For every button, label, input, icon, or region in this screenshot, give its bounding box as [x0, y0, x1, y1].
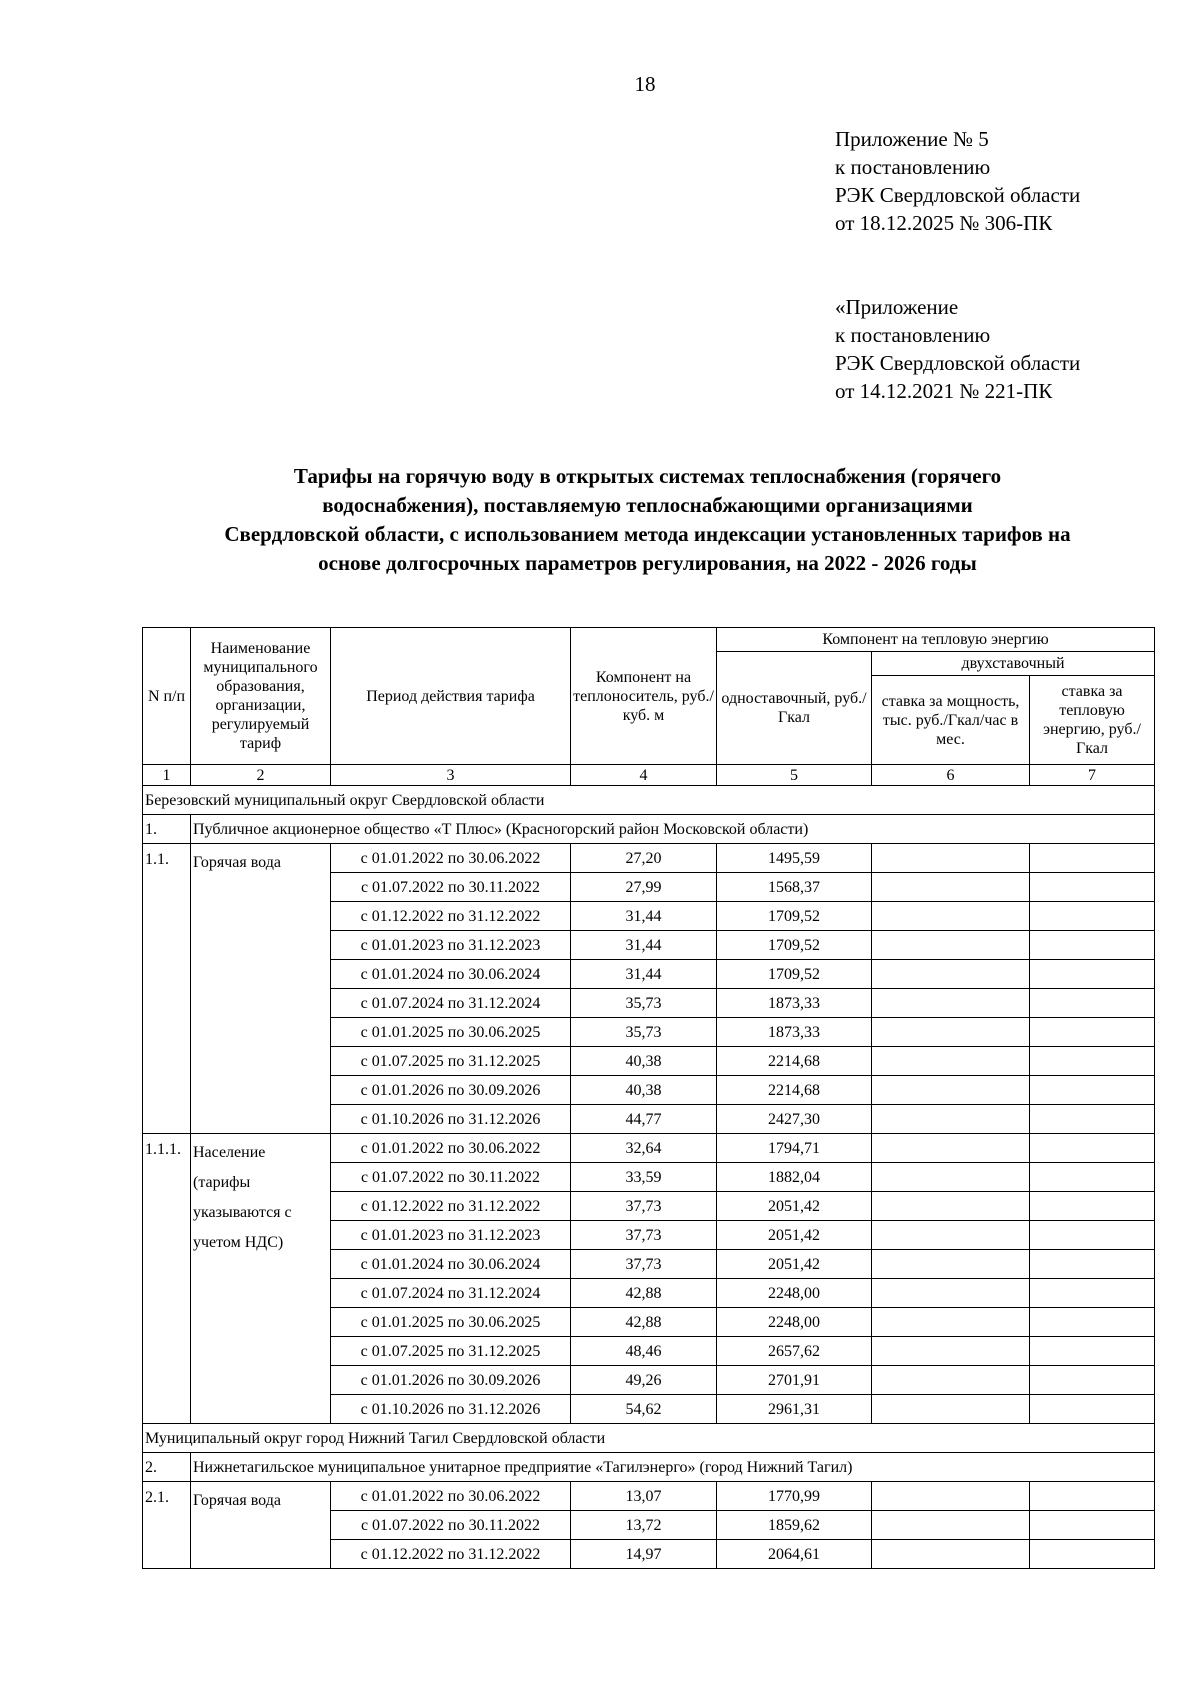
- one-rate-value: 1709,52: [717, 931, 872, 960]
- tariff-period: с 01.07.2024 по 31.12.2024: [331, 1279, 571, 1308]
- page-number: 18: [634, 72, 656, 96]
- capacity-rate-value: [872, 1337, 1030, 1366]
- item-number: 2.1.: [143, 1482, 191, 1569]
- appendix-line: «Приложение: [835, 295, 959, 319]
- carrier-component: 37,73: [571, 1221, 717, 1250]
- carrier-component: 27,20: [571, 844, 717, 873]
- appendix-block-original: [835, 293, 1080, 405]
- tariff-period: с 01.01.2023 по 31.12.2023: [331, 931, 571, 960]
- capacity-rate-value: [872, 1395, 1030, 1424]
- appendix-line: к постановлению: [835, 323, 991, 347]
- energy-rate-value: [1030, 1134, 1155, 1163]
- tariff-period: с 01.07.2022 по 30.11.2022: [331, 1511, 571, 1540]
- title-line: водоснабжения), поставляемую теплоснабжающими организациями: [322, 493, 973, 517]
- carrier-component: 40,38: [571, 1047, 717, 1076]
- one-rate-value: 1794,71: [717, 1134, 872, 1163]
- one-rate-value: 1709,52: [717, 960, 872, 989]
- tariff-label: [191, 1134, 331, 1424]
- tariff-period: с 01.01.2024 по 30.06.2024: [331, 960, 571, 989]
- column-number: 5: [717, 765, 872, 786]
- one-rate-value: 2248,00: [717, 1308, 872, 1337]
- one-rate-value: 2427,30: [717, 1105, 872, 1134]
- organization-name: Нижнетагильское муниципальное унитарное предприятие «Тагилэнерго» (город Нижний Тагил): [191, 1453, 1155, 1482]
- column-number-row: [143, 765, 1155, 786]
- column-number: 4: [571, 765, 717, 786]
- appendix-line: РЭК Свердловской области: [835, 183, 1081, 207]
- tariff-label-line: Население: [193, 1144, 266, 1161]
- one-rate-value: 1873,33: [717, 1018, 872, 1047]
- capacity-rate-value: [872, 989, 1030, 1018]
- header-capacity-rate: ставка за мощность, тыс. руб./Гкал/час в мес.: [872, 676, 1030, 765]
- energy-rate-value: [1030, 1221, 1155, 1250]
- capacity-rate-value: [872, 1134, 1030, 1163]
- carrier-component: 35,73: [571, 989, 717, 1018]
- tariff-period: с 01.01.2022 по 30.06.2022: [331, 1482, 571, 1511]
- capacity-rate-value: [872, 1076, 1030, 1105]
- one-rate-value: 2961,31: [717, 1395, 872, 1424]
- tariff-period: с 01.10.2026 по 31.12.2026: [331, 1395, 571, 1424]
- capacity-rate-value: [872, 1018, 1030, 1047]
- tariff-row: [143, 844, 1155, 873]
- tariff-label: Горячая вода: [191, 1482, 331, 1569]
- tariff-period: с 01.12.2022 по 31.12.2022: [331, 902, 571, 931]
- capacity-rate-value: [872, 902, 1030, 931]
- tariff-period: с 01.01.2023 по 31.12.2023: [331, 1221, 571, 1250]
- energy-rate-value: [1030, 1366, 1155, 1395]
- capacity-rate-value: [872, 1105, 1030, 1134]
- column-number: 3: [331, 765, 571, 786]
- capacity-rate-value: [872, 1250, 1030, 1279]
- tariff-row: [143, 1134, 1155, 1163]
- column-number: 1: [143, 765, 191, 786]
- appendix-line: Приложение № 5: [835, 127, 989, 151]
- municipality-row: [143, 1424, 1155, 1453]
- energy-rate-value: [1030, 1018, 1155, 1047]
- carrier-component: 40,38: [571, 1076, 717, 1105]
- carrier-component: 37,73: [571, 1250, 717, 1279]
- carrier-component: 44,77: [571, 1105, 717, 1134]
- capacity-rate-value: [872, 844, 1030, 873]
- carrier-component: 48,46: [571, 1337, 717, 1366]
- carrier-component: 35,73: [571, 1018, 717, 1047]
- one-rate-value: 1859,62: [717, 1511, 872, 1540]
- one-rate-value: 2064,61: [717, 1540, 872, 1569]
- appendix-block-current: [835, 125, 1080, 237]
- energy-rate-value: [1030, 1395, 1155, 1424]
- carrier-component: 33,59: [571, 1163, 717, 1192]
- capacity-rate-value: [872, 1540, 1030, 1569]
- header-name: Наименование муниципального образования, организации, регулируемый тариф: [191, 628, 331, 765]
- energy-rate-value: [1030, 1047, 1155, 1076]
- tariff-period: с 01.07.2025 по 31.12.2025: [331, 1047, 571, 1076]
- header-carrier: Компонент на теплоноситель, руб./куб. м: [571, 628, 717, 765]
- tariff-label-line: указываются с: [193, 1204, 292, 1221]
- organization-name: Публичное акционерное общество «Т Плюс» (Красногорский район Московской области): [191, 815, 1155, 844]
- capacity-rate-value: [872, 1163, 1030, 1192]
- capacity-rate-value: [872, 1308, 1030, 1337]
- header-one-rate: одноставочный, руб./Гкал: [717, 652, 872, 765]
- energy-rate-value: [1030, 931, 1155, 960]
- tariff-period: с 01.07.2025 по 31.12.2025: [331, 1337, 571, 1366]
- carrier-component: 32,64: [571, 1134, 717, 1163]
- capacity-rate-value: [872, 1047, 1030, 1076]
- header-num: N п/п: [143, 628, 191, 765]
- tariff-period: с 01.10.2026 по 31.12.2026: [331, 1105, 571, 1134]
- energy-rate-value: [1030, 960, 1155, 989]
- carrier-component: 49,26: [571, 1366, 717, 1395]
- tariff-period: с 01.01.2026 по 30.09.2026: [331, 1076, 571, 1105]
- energy-rate-value: [1030, 1163, 1155, 1192]
- title-line: Свердловской области, с использованием метода индексации установленных тарифов на: [224, 522, 1071, 546]
- carrier-component: 27,99: [571, 873, 717, 902]
- energy-rate-value: [1030, 1192, 1155, 1221]
- energy-rate-value: [1030, 1308, 1155, 1337]
- energy-rate-value: [1030, 989, 1155, 1018]
- capacity-rate-value: [872, 1366, 1030, 1395]
- tariff-period: с 01.07.2022 по 30.11.2022: [331, 873, 571, 902]
- one-rate-value: 1770,99: [717, 1482, 872, 1511]
- capacity-rate-value: [872, 931, 1030, 960]
- organization-number: 1.: [143, 815, 191, 844]
- energy-rate-value: [1030, 1482, 1155, 1511]
- carrier-component: 42,88: [571, 1308, 717, 1337]
- capacity-rate-value: [872, 873, 1030, 902]
- tariff-period: с 01.01.2024 по 30.06.2024: [331, 1250, 571, 1279]
- appendix-line: от 18.12.2025 № 306-ПК: [835, 211, 1053, 235]
- tariff-period: с 01.01.2025 по 30.06.2025: [331, 1308, 571, 1337]
- tariff-period: с 01.12.2022 по 31.12.2022: [331, 1192, 571, 1221]
- carrier-component: 13,72: [571, 1511, 717, 1540]
- tariff-table: [142, 627, 1155, 1569]
- carrier-component: 13,07: [571, 1482, 717, 1511]
- energy-rate-value: [1030, 1337, 1155, 1366]
- tariff-period: с 01.07.2024 по 31.12.2024: [331, 989, 571, 1018]
- one-rate-value: 2051,42: [717, 1250, 872, 1279]
- one-rate-value: 2051,42: [717, 1192, 872, 1221]
- capacity-rate-value: [872, 1192, 1030, 1221]
- carrier-component: 31,44: [571, 931, 717, 960]
- one-rate-value: 2051,42: [717, 1221, 872, 1250]
- carrier-component: 42,88: [571, 1279, 717, 1308]
- carrier-component: 37,73: [571, 1192, 717, 1221]
- appendix-line: к постановлению: [835, 155, 991, 179]
- capacity-rate-value: [872, 1279, 1030, 1308]
- item-number: 1.1.1.: [143, 1134, 191, 1424]
- item-number: 1.1.: [143, 844, 191, 1134]
- carrier-component: 14,97: [571, 1540, 717, 1569]
- title-line: основе долгосрочных параметров регулирования, на 2022 - 2026 годы: [318, 551, 977, 575]
- one-rate-value: 2214,68: [717, 1047, 872, 1076]
- tariff-period: с 01.01.2026 по 30.09.2026: [331, 1366, 571, 1395]
- energy-rate-value: [1030, 1076, 1155, 1105]
- one-rate-value: 2214,68: [717, 1076, 872, 1105]
- one-rate-value: 1709,52: [717, 902, 872, 931]
- organization-row: [143, 815, 1155, 844]
- tariff-row: [143, 1482, 1155, 1511]
- municipality-name: Муниципальный округ город Нижний Тагил Свердловской области: [143, 1424, 1155, 1453]
- one-rate-value: 1873,33: [717, 989, 872, 1018]
- capacity-rate-value: [872, 960, 1030, 989]
- title-line: Тарифы на горячую воду в открытых системах теплоснабжения (горячего: [293, 464, 1002, 488]
- capacity-rate-value: [872, 1511, 1030, 1540]
- one-rate-value: 1568,37: [717, 873, 872, 902]
- energy-rate-value: [1030, 1540, 1155, 1569]
- municipality-row: [143, 786, 1155, 815]
- energy-rate-value: [1030, 844, 1155, 873]
- organization-row: [143, 1453, 1155, 1482]
- tariff-label-line: (тарифы: [193, 1174, 251, 1191]
- one-rate-value: 2657,62: [717, 1337, 872, 1366]
- header-heat-energy: Компонент на тепловую энергию: [717, 628, 1155, 652]
- column-number: 2: [191, 765, 331, 786]
- tariff-period: с 01.12.2022 по 31.12.2022: [331, 1540, 571, 1569]
- capacity-rate-value: [872, 1221, 1030, 1250]
- tariff-label-line: учетом НДС): [193, 1234, 284, 1251]
- document-title: [140, 462, 1155, 578]
- appendix-line: от 14.12.2021 № 221-ПК: [835, 379, 1053, 403]
- carrier-component: 54,62: [571, 1395, 717, 1424]
- energy-rate-value: [1030, 902, 1155, 931]
- energy-rate-value: [1030, 1279, 1155, 1308]
- tariff-period: с 01.01.2025 по 30.06.2025: [331, 1018, 571, 1047]
- header-two-rate: двухставочный: [872, 652, 1155, 676]
- one-rate-value: 1495,59: [717, 844, 872, 873]
- one-rate-value: 2248,00: [717, 1279, 872, 1308]
- municipality-name: Березовский муниципальный округ Свердловской области: [143, 786, 1155, 815]
- capacity-rate-value: [872, 1482, 1030, 1511]
- header-energy-rate: ставка за тепловую энергию, руб./Гкал: [1030, 676, 1155, 765]
- carrier-component: 31,44: [571, 960, 717, 989]
- column-number: 7: [1030, 765, 1155, 786]
- column-number: 6: [872, 765, 1030, 786]
- energy-rate-value: [1030, 1250, 1155, 1279]
- header-period: Период действия тарифа: [331, 628, 571, 765]
- energy-rate-value: [1030, 1105, 1155, 1134]
- one-rate-value: 2701,91: [717, 1366, 872, 1395]
- energy-rate-value: [1030, 873, 1155, 902]
- tariff-period: с 01.01.2022 по 30.06.2022: [331, 1134, 571, 1163]
- carrier-component: 31,44: [571, 902, 717, 931]
- one-rate-value: 1882,04: [717, 1163, 872, 1192]
- appendix-line: РЭК Свердловской области: [835, 351, 1081, 375]
- tariff-label: Горячая вода: [191, 844, 331, 1134]
- tariff-period: с 01.01.2022 по 30.06.2022: [331, 844, 571, 873]
- energy-rate-value: [1030, 1511, 1155, 1540]
- organization-number: 2.: [143, 1453, 191, 1482]
- tariff-period: с 01.07.2022 по 30.11.2022: [331, 1163, 571, 1192]
